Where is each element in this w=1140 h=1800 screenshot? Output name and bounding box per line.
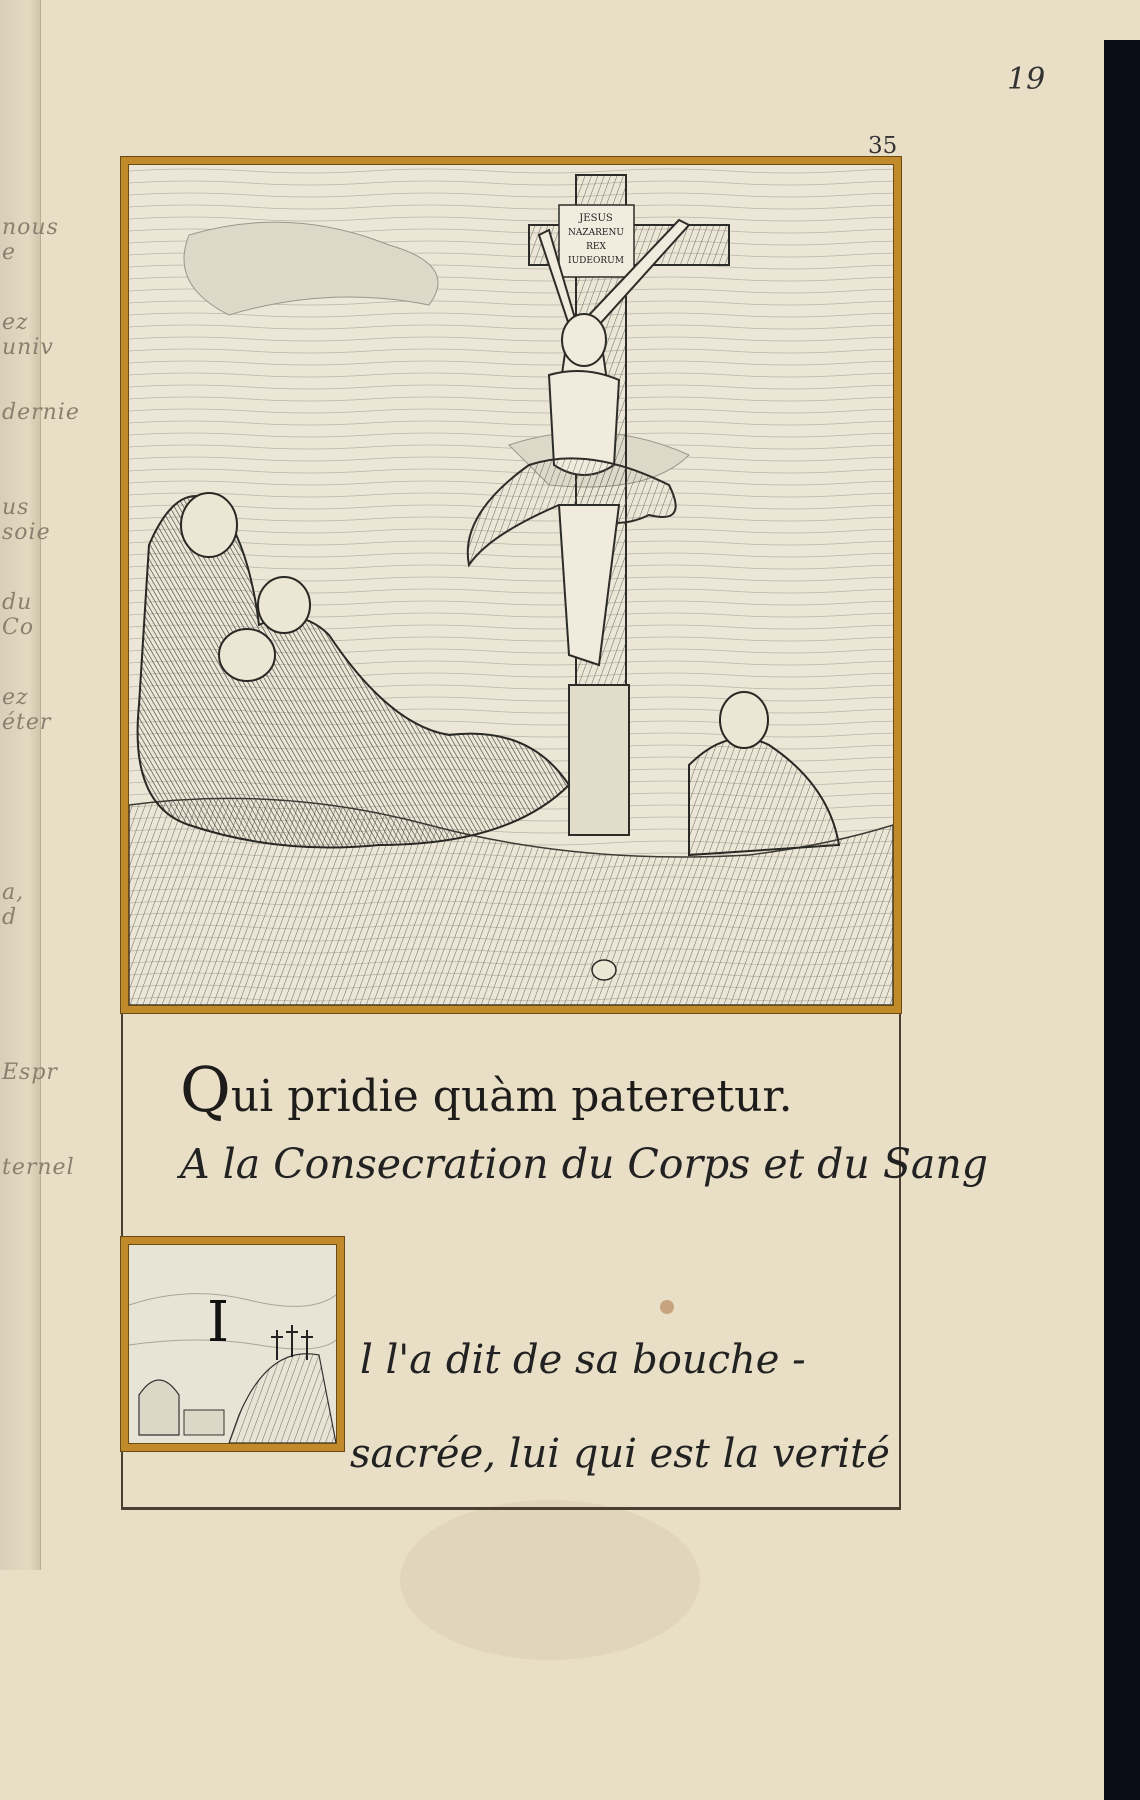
inscription-line: NAZARENU <box>568 228 624 238</box>
body-text-line: sacrée, lui qui est la verité <box>350 1431 890 1477</box>
initial-gold-border <box>121 1237 344 1451</box>
margin-fragment: Espr <box>2 1060 58 1085</box>
margin-fragment: du Co <box>2 590 35 640</box>
margin-fragment: ez univ <box>2 310 54 360</box>
inscription-line: IUDEORUM <box>568 256 624 266</box>
inscription-line: REX <box>586 242 606 252</box>
margin-fragment: ternel <box>2 1155 75 1180</box>
french-subtitle: A la Consecration du Corps et du Sang <box>180 1140 989 1188</box>
margin-fragment: ez éter <box>2 685 52 735</box>
paper-stain <box>400 1500 700 1660</box>
latin-title <box>180 1053 793 1126</box>
body-text-line: l l'a dit de sa bouche - <box>360 1337 806 1383</box>
margin-fragment: a, d <box>2 880 25 930</box>
drop-cap-letter: I <box>207 1290 230 1355</box>
margin-fragment: nous e <box>2 215 59 265</box>
margin-fragment: dernie <box>2 400 80 425</box>
page-edge-shadow <box>1104 40 1140 1800</box>
bottom-rule <box>121 1508 901 1510</box>
facing-page-edge <box>0 0 80 1570</box>
margin-fragment: us soie <box>2 495 51 545</box>
folio-number: 19 <box>1007 62 1046 97</box>
title-text: ui pridie quàm pateretur. <box>230 1071 793 1122</box>
plate-number: 35 <box>868 133 898 159</box>
title-initial: Q <box>180 1053 231 1126</box>
engraving-gold-border <box>121 157 901 1013</box>
inscription-line: JESUS <box>579 213 613 224</box>
